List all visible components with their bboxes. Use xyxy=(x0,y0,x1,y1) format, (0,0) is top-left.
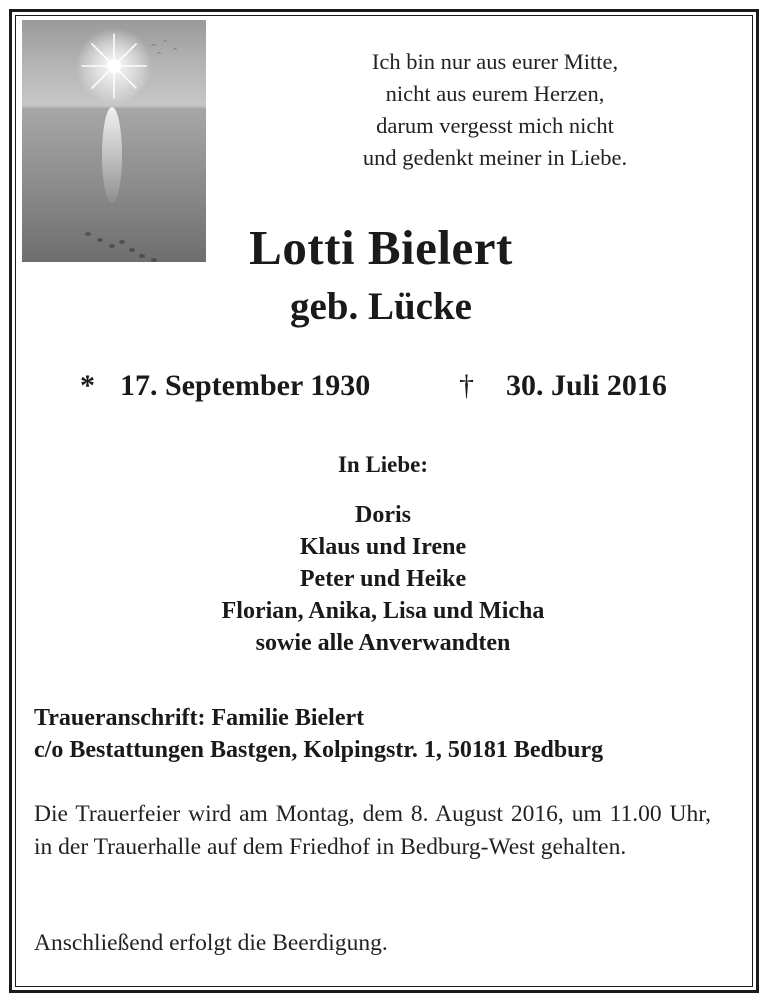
mourner-name: Doris xyxy=(355,502,411,528)
death-date: 30. Juli 2016 xyxy=(506,369,667,402)
sunset-sea-photo xyxy=(22,20,206,262)
maiden-name: geb. Lücke xyxy=(289,285,472,328)
mourner-name: Florian, Anika, Lisa und Micha xyxy=(221,598,545,624)
mourners-heading: In Liebe: xyxy=(337,452,429,477)
mourners-list xyxy=(0,499,766,659)
poem-line: Ich bin nur aus eurer Mitte, xyxy=(371,49,619,74)
poem-line: nicht aus eurem Herzen, xyxy=(385,81,605,106)
mourning-address xyxy=(34,702,734,766)
birth-date: 17. September 1930 xyxy=(120,369,371,402)
address-line: Traueranschrift: Familie Bielert xyxy=(34,705,365,731)
poem-line: darum vergesst mich nicht xyxy=(376,113,614,138)
poem-line: und gedenkt meiner in Liebe. xyxy=(362,145,628,170)
memorial-poem xyxy=(300,46,690,174)
death-cross-icon: † xyxy=(459,369,474,402)
address-line: c/o Bestattungen Bastgen, Kolpingstr. 1, 50181 Bedburg xyxy=(34,737,604,763)
mourner-name: Klaus und Irene xyxy=(299,534,467,560)
burial-text: Anschließend erfolgt die Beerdigung. xyxy=(34,930,388,956)
deceased-name: Lotti Bielert xyxy=(249,220,513,275)
ceremony-text: Die Trauerfeier wird am Montag, dem 8. August 2016, um 11.00 Uhr, in der Trauerhalle auf dem Friedhof in Bedburg-West gehalten. xyxy=(34,801,711,860)
birth-star-icon: * xyxy=(80,369,95,402)
mourner-name: Peter und Heike xyxy=(299,566,467,592)
mourner-name: sowie alle Anverwandten xyxy=(255,630,511,656)
life-dates xyxy=(0,364,766,408)
